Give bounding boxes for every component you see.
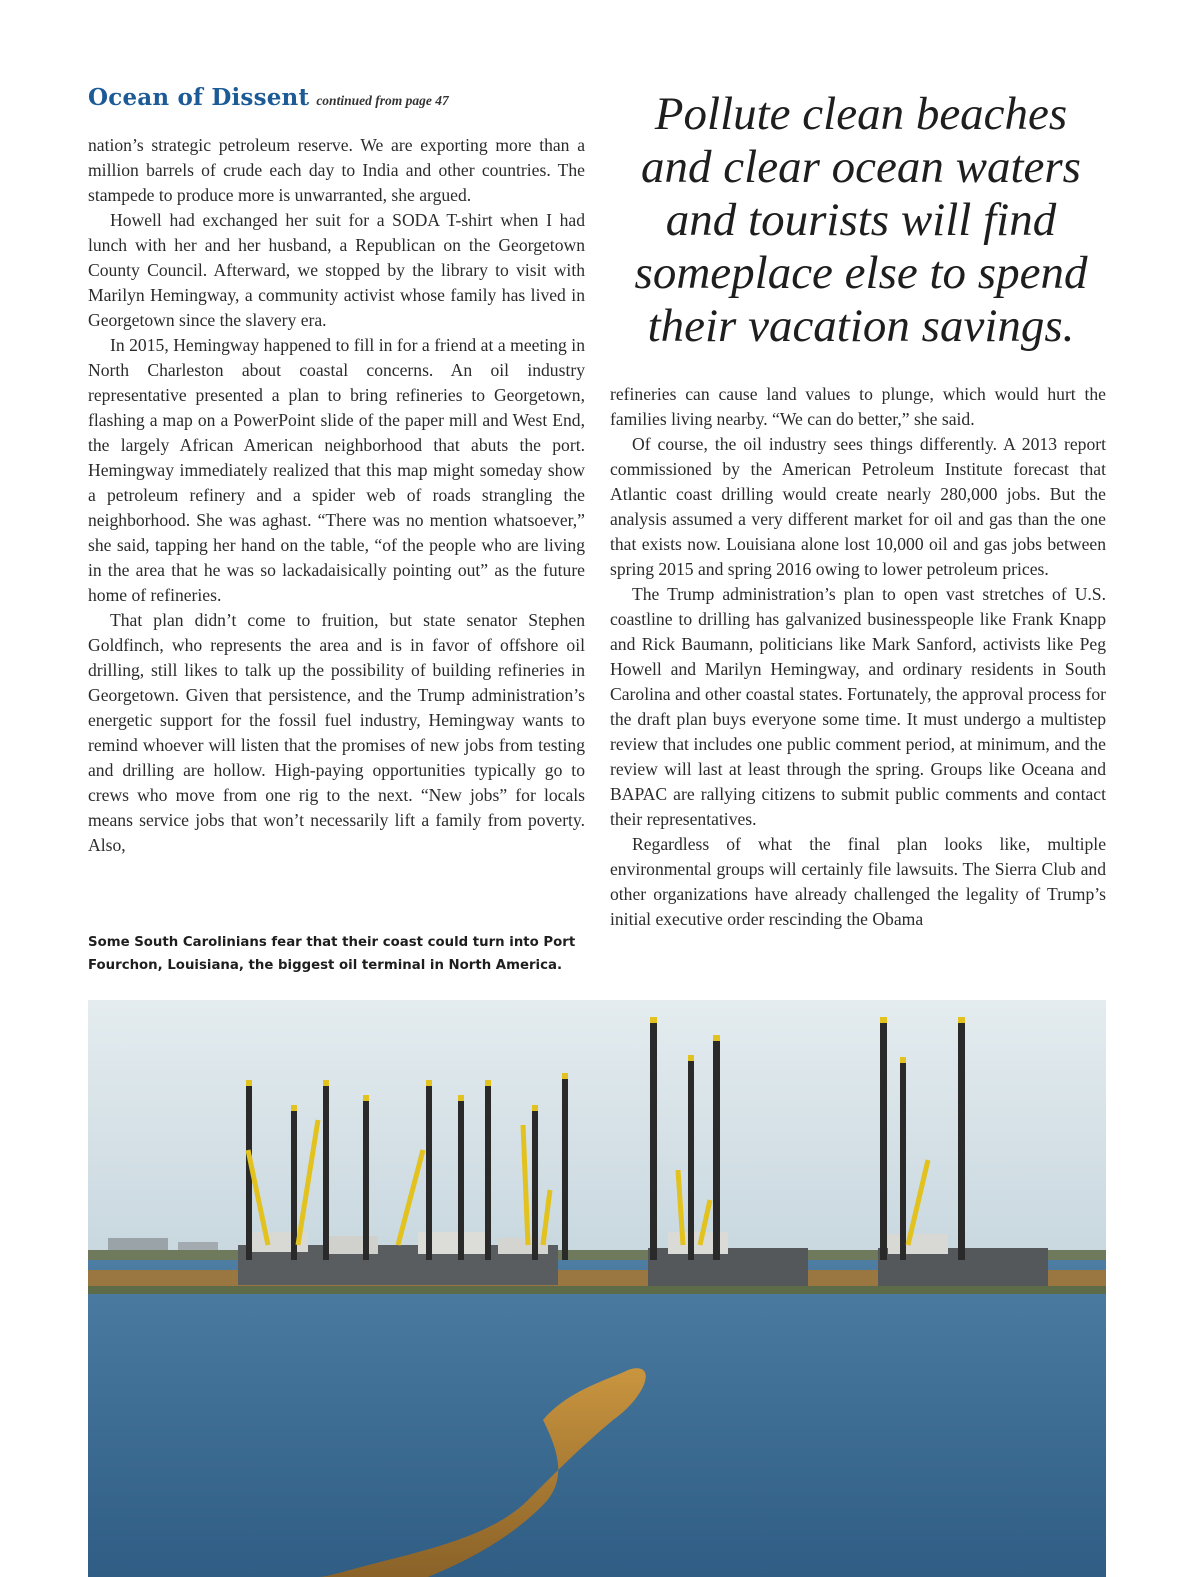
- pull-quote-line: someplace else to spend: [634, 247, 1088, 299]
- paragraph: That plan didn’t come to fruition, but state senator Stephen Goldfinch, who represents the area and is in favor of offshore oil drilling, still likes to talk up the possibility of building refineries in Georgetown. Given that persistence, and the Trump administration’s energetic support for the fossil fuel industry, Hemingway wants to remind whoever will listen that the promises of new jobs from testing and drilling are hollow. High-paying opportunities typically go to crews who move from one rig to the next. “New jobs” for locals means service jobs that won’t necessarily lift a family from poverty. Also,: [88, 610, 585, 855]
- paragraph: The Trump administration’s plan to open vast stretches of U.S. coastline to drilling has galvanized businesspeople like Frank Knapp and Rick Baumann, politicians like Mark Sanford, activists like Peg Howell and Marilyn Hemingway, and ordinary residents in South Carolina and other coastal states. Fortunately, the approval process for the draft plan buys everyone some time. It must undergo a multistep review that includes one public comment period, at minimum, and the review will last at least through the spring. Groups like Oceana and BAPAC are rallying citizens to submit public comments and contact their representatives.: [610, 584, 1106, 829]
- photo-caption: Some South Carolinians fear that their coast could turn into Port Fourchon, Louisiana, the biggest oil terminal in North America.: [88, 935, 576, 973]
- paragraph: refineries can cause land values to plunge, which would hurt the families living nearby. “We can do better,” she said.: [610, 384, 1106, 429]
- article-column-left: [88, 133, 585, 858]
- section-title: Ocean of Dissent: [88, 84, 310, 111]
- continued-note: continued from page 47: [316, 93, 449, 108]
- pull-quote: [612, 88, 1110, 353]
- pull-quote-line: and clear ocean waters: [641, 141, 1081, 193]
- paragraph: Regardless of what the final plan looks like, multiple environmental groups will certainly file lawsuits. The Sierra Club and other organizations have already challenged the legality of Trump’s initial executive order rescinding the Obama: [610, 834, 1106, 929]
- port-fourchon-photo: [88, 1000, 1106, 1577]
- paragraph: Of course, the oil industry sees things differently. A 2013 report commissioned by the American Petroleum Institute forecast that Atlantic coast drilling would create nearly 280,000 jobs. But the analysis assumed a very different market for oil and gas than the one that exists now. Louisiana alone lost 10,000 oil and gas jobs between spring 2015 and spring 2016 owing to lower petroleum prices.: [610, 434, 1106, 579]
- paragraph: nation’s strategic petroleum reserve. We are exporting more than a million barrels of crude each day to India and other countries. The stampede to produce more is unwarranted, she argued.: [88, 135, 585, 205]
- paragraph: In 2015, Hemingway happened to fill in for a friend at a meeting in North Charleston about coastal concerns. An oil industry representative presented a plan to bring refineries to Georgetown, flashing a map on a PowerPoint slide of the paper mill and West End, the largely African American neighborhood that abuts the port. Hemingway immediately realized that this map might someday show a petroleum refinery and a spider web of roads strangling the neighborhood. She was aghast. “There was no mention whatsoever,” she said, tapping her hand on the table, “of the people who are living in the area that he was so lackadaisically pointing out” as the future home of refineries.: [88, 335, 585, 605]
- pull-quote-line: and tourists will find: [665, 194, 1057, 246]
- paragraph: Howell had exchanged her suit for a SODA T-shirt when I had lunch with her and her husband, a Republican on the Georgetown County Council. Afterward, we stopped by the library to visit with Marilyn Hemingway, a community activist whose family has lived in Georgetown since the slavery era.: [88, 210, 585, 330]
- pull-quote-line: their vacation savings.: [647, 300, 1075, 352]
- running-header: [88, 84, 449, 114]
- pull-quote-line: Pollute clean beaches: [654, 88, 1068, 140]
- article-column-right: [610, 382, 1106, 932]
